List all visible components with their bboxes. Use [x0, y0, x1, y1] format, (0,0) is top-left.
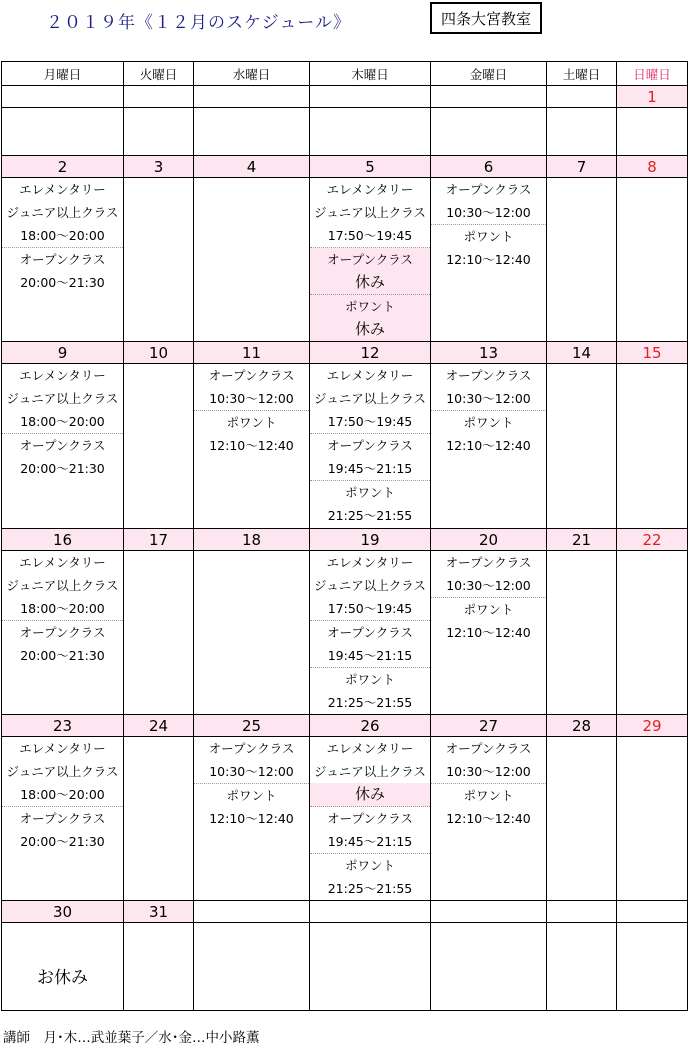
class-name: オープンクラス: [208, 741, 295, 756]
date-cell: [310, 901, 431, 923]
schedule-cell: [124, 923, 194, 1011]
schedule-cell: [617, 737, 688, 901]
class-name: ポワント: [463, 415, 514, 430]
schedule-cell: [310, 551, 431, 715]
date-cell: [124, 86, 194, 108]
instructor-note: 講師 月･木…武並葉子／水･金…中小路薫: [3, 1030, 260, 1046]
class-time: 17:50〜19:45: [310, 410, 430, 434]
class-name: ジュニア以上クラス: [314, 205, 426, 220]
schedule-cell: [431, 737, 547, 901]
date-cell: 19: [310, 529, 431, 551]
class-time: 12:10〜12:40: [209, 438, 294, 453]
class-name: ジュニア以上クラス: [314, 578, 426, 593]
weekday-header-sunday: 日曜日: [617, 62, 688, 86]
class-name: エレメンタリー: [19, 182, 106, 197]
schedule-cell: [194, 737, 310, 901]
class-time: 10:30〜12:00: [194, 760, 309, 784]
weekday-header: 月曜日: [2, 62, 124, 86]
class-time: 10:30〜12:00: [431, 760, 546, 784]
class-name: オープンクラス: [208, 368, 295, 383]
schedule-cell: [617, 178, 688, 342]
class-time: 19:45〜21:15: [310, 457, 430, 481]
class-time: 17:50〜19:45: [310, 597, 430, 621]
closed-note: 休み: [310, 783, 430, 807]
date-cell: 30: [2, 901, 124, 923]
date-cell-sunday: 8: [617, 156, 688, 178]
class-time: 18:00〜20:00: [2, 224, 123, 248]
class-name: ジュニア以上クラス: [314, 764, 426, 779]
schedule-cell: [194, 108, 310, 156]
date-cell: 14: [547, 342, 617, 364]
class-time: 21:25〜21:55: [327, 881, 413, 896]
class-time: 18:00〜20:00: [2, 410, 123, 434]
schedule-cell: [310, 108, 431, 156]
class-time: 21:25〜21:55: [327, 695, 413, 710]
date-cell: 9: [2, 342, 124, 364]
weekday-header: 金曜日: [431, 62, 547, 86]
schedule-cell: [2, 551, 124, 715]
date-cell: [194, 86, 310, 108]
schedule-cell: [194, 551, 310, 715]
schedule-cell: [617, 551, 688, 715]
class-time: 12:10〜12:40: [446, 252, 531, 267]
date-cell: [2, 86, 124, 108]
date-cell: 21: [547, 529, 617, 551]
date-cell: 11: [194, 342, 310, 364]
class-name: ポワント: [463, 229, 514, 244]
date-cell: 5: [310, 156, 431, 178]
schedule-cell: [431, 364, 547, 529]
schedule-cell: [547, 108, 617, 156]
date-cell: 26: [310, 715, 431, 737]
date-cell: 13: [431, 342, 547, 364]
class-time: 17:50〜19:45: [310, 224, 430, 248]
class-name: オープンクラス: [445, 368, 532, 383]
schedule-cell: [2, 108, 124, 156]
page-title: ２０１９年《１２月のスケジュール》: [46, 13, 351, 33]
closed-note: 休み: [310, 318, 430, 341]
school-name-box: 四条大宮教室: [430, 2, 542, 34]
schedule-row: [2, 364, 688, 529]
schedule-cell: [547, 364, 617, 529]
schedule-cell: [124, 551, 194, 715]
class-name: オープンクラス: [327, 625, 413, 640]
schedule-cell: [124, 364, 194, 529]
date-cell: 4: [194, 156, 310, 178]
class-name: エレメンタリー: [19, 741, 106, 756]
class-time: 12:10〜12:40: [446, 625, 531, 640]
schedule-cell: [124, 108, 194, 156]
class-name: オープンクラス: [445, 182, 532, 197]
date-cell: 7: [547, 156, 617, 178]
schedule-cell: [310, 737, 431, 901]
class-name: エレメンタリー: [326, 555, 414, 570]
class-time: 10:30〜12:00: [194, 387, 309, 411]
class-name: オープンクラス: [19, 811, 106, 826]
class-name: エレメンタリー: [19, 368, 106, 383]
date-cell: [310, 86, 431, 108]
schedule-row: [2, 108, 688, 156]
schedule-cell: [2, 364, 124, 529]
date-row: [2, 342, 688, 364]
class-time: 18:00〜20:00: [2, 783, 123, 807]
date-cell-sunday: 29: [617, 715, 688, 737]
schedule-cell: [431, 178, 547, 342]
class-time: 20:00〜21:30: [20, 461, 105, 476]
class-time: 12:10〜12:40: [209, 811, 294, 826]
date-row: [2, 715, 688, 737]
class-name: オープンクラス: [445, 741, 532, 756]
schedule-cell: [310, 923, 431, 1011]
date-cell: 20: [431, 529, 547, 551]
schedule-cell: [431, 923, 547, 1011]
schedule-row: [2, 551, 688, 715]
weekday-header: 土曜日: [547, 62, 617, 86]
schedule-cell: [547, 737, 617, 901]
date-row: [2, 86, 688, 108]
date-cell: 27: [431, 715, 547, 737]
class-time: 20:00〜21:30: [20, 275, 105, 290]
class-name: ポワント: [463, 788, 514, 803]
schedule-cell: [617, 923, 688, 1011]
date-cell: 17: [124, 529, 194, 551]
closed-note: 休み: [310, 271, 430, 295]
class-name: ジュニア以上クラス: [314, 391, 426, 406]
class-time: 10:30〜12:00: [431, 387, 546, 411]
weekday-header: 木曜日: [310, 62, 431, 86]
date-cell: 28: [547, 715, 617, 737]
date-cell: 12: [310, 342, 431, 364]
date-cell: [194, 901, 310, 923]
class-time: 21:25〜21:55: [327, 508, 413, 523]
weekday-header: 水曜日: [194, 62, 310, 86]
class-name: ポワント: [310, 295, 430, 318]
schedule-cell: [431, 108, 547, 156]
class-name: ポワント: [226, 788, 277, 803]
date-cell: 31: [124, 901, 194, 923]
date-cell: [617, 901, 688, 923]
class-name: エレメンタリー: [19, 555, 106, 570]
weekday-header: 火曜日: [124, 62, 194, 86]
class-name: オープンクラス: [445, 555, 532, 570]
schedule-cell: [547, 178, 617, 342]
date-cell: 18: [194, 529, 310, 551]
date-cell: 16: [2, 529, 124, 551]
date-cell: 6: [431, 156, 547, 178]
class-time: 12:10〜12:40: [446, 438, 531, 453]
date-cell: 25: [194, 715, 310, 737]
date-cell: 3: [124, 156, 194, 178]
class-time: 18:00〜20:00: [2, 597, 123, 621]
closed-note: お休み: [37, 968, 88, 988]
date-cell: 24: [124, 715, 194, 737]
class-name: ポワント: [463, 602, 514, 617]
date-cell: [547, 86, 617, 108]
class-name: オープンクラス: [327, 438, 413, 453]
schedule-cell: [124, 737, 194, 901]
date-cell: [431, 86, 547, 108]
class-name: ポワント: [344, 858, 395, 873]
date-cell-sunday: 22: [617, 529, 688, 551]
schedule-cell: [431, 551, 547, 715]
schedule-cell: [124, 178, 194, 342]
schedule-cell: [194, 178, 310, 342]
class-name: オープンクラス: [310, 248, 430, 271]
schedule-row: [2, 923, 688, 1011]
class-name: ジュニア以上クラス: [6, 391, 119, 406]
date-cell: [431, 901, 547, 923]
class-time: 19:45〜21:15: [310, 644, 430, 668]
class-time: 20:00〜21:30: [20, 834, 105, 849]
date-row: [2, 529, 688, 551]
schedule-calendar: [1, 61, 688, 1011]
schedule-row: [2, 737, 688, 901]
schedule-cell: [2, 178, 124, 342]
class-time: 19:45〜21:15: [310, 830, 430, 854]
schedule-cell: [547, 923, 617, 1011]
schedule-cell: [2, 923, 124, 1011]
class-name: ジュニア以上クラス: [6, 764, 119, 779]
class-name: ポワント: [226, 415, 277, 430]
class-name: エレメンタリー: [326, 741, 414, 756]
class-time: 10:30〜12:00: [431, 574, 546, 598]
date-cell: [547, 901, 617, 923]
schedule-cell: [617, 108, 688, 156]
class-name: オープンクラス: [19, 438, 106, 453]
schedule-cell: [2, 737, 124, 901]
class-name: ポワント: [344, 485, 395, 500]
date-row: [2, 156, 688, 178]
weekday-header-row: [2, 62, 688, 86]
class-name: エレメンタリー: [326, 368, 414, 383]
schedule-cell: [194, 923, 310, 1011]
class-name: ジュニア以上クラス: [6, 578, 119, 593]
class-name: エレメンタリー: [326, 182, 414, 197]
schedule-cell: [617, 364, 688, 529]
schedule-cell: [194, 364, 310, 529]
schedule-cell: [310, 178, 431, 342]
class-time: 10:30〜12:00: [431, 201, 546, 225]
schedule-cell: [547, 551, 617, 715]
date-cell-sunday: 1: [617, 86, 688, 108]
class-name: オープンクラス: [19, 625, 106, 640]
class-name: オープンクラス: [19, 252, 106, 267]
schedule-row: [2, 178, 688, 342]
date-row: [2, 901, 688, 923]
class-name: ポワント: [344, 672, 395, 687]
class-name: ジュニア以上クラス: [6, 205, 119, 220]
date-cell: 23: [2, 715, 124, 737]
date-cell: 2: [2, 156, 124, 178]
date-cell-sunday: 15: [617, 342, 688, 364]
date-cell: 10: [124, 342, 194, 364]
class-time: 12:10〜12:40: [446, 811, 531, 826]
schedule-cell: [310, 364, 431, 529]
class-name: オープンクラス: [327, 811, 413, 826]
class-time: 20:00〜21:30: [20, 648, 105, 663]
